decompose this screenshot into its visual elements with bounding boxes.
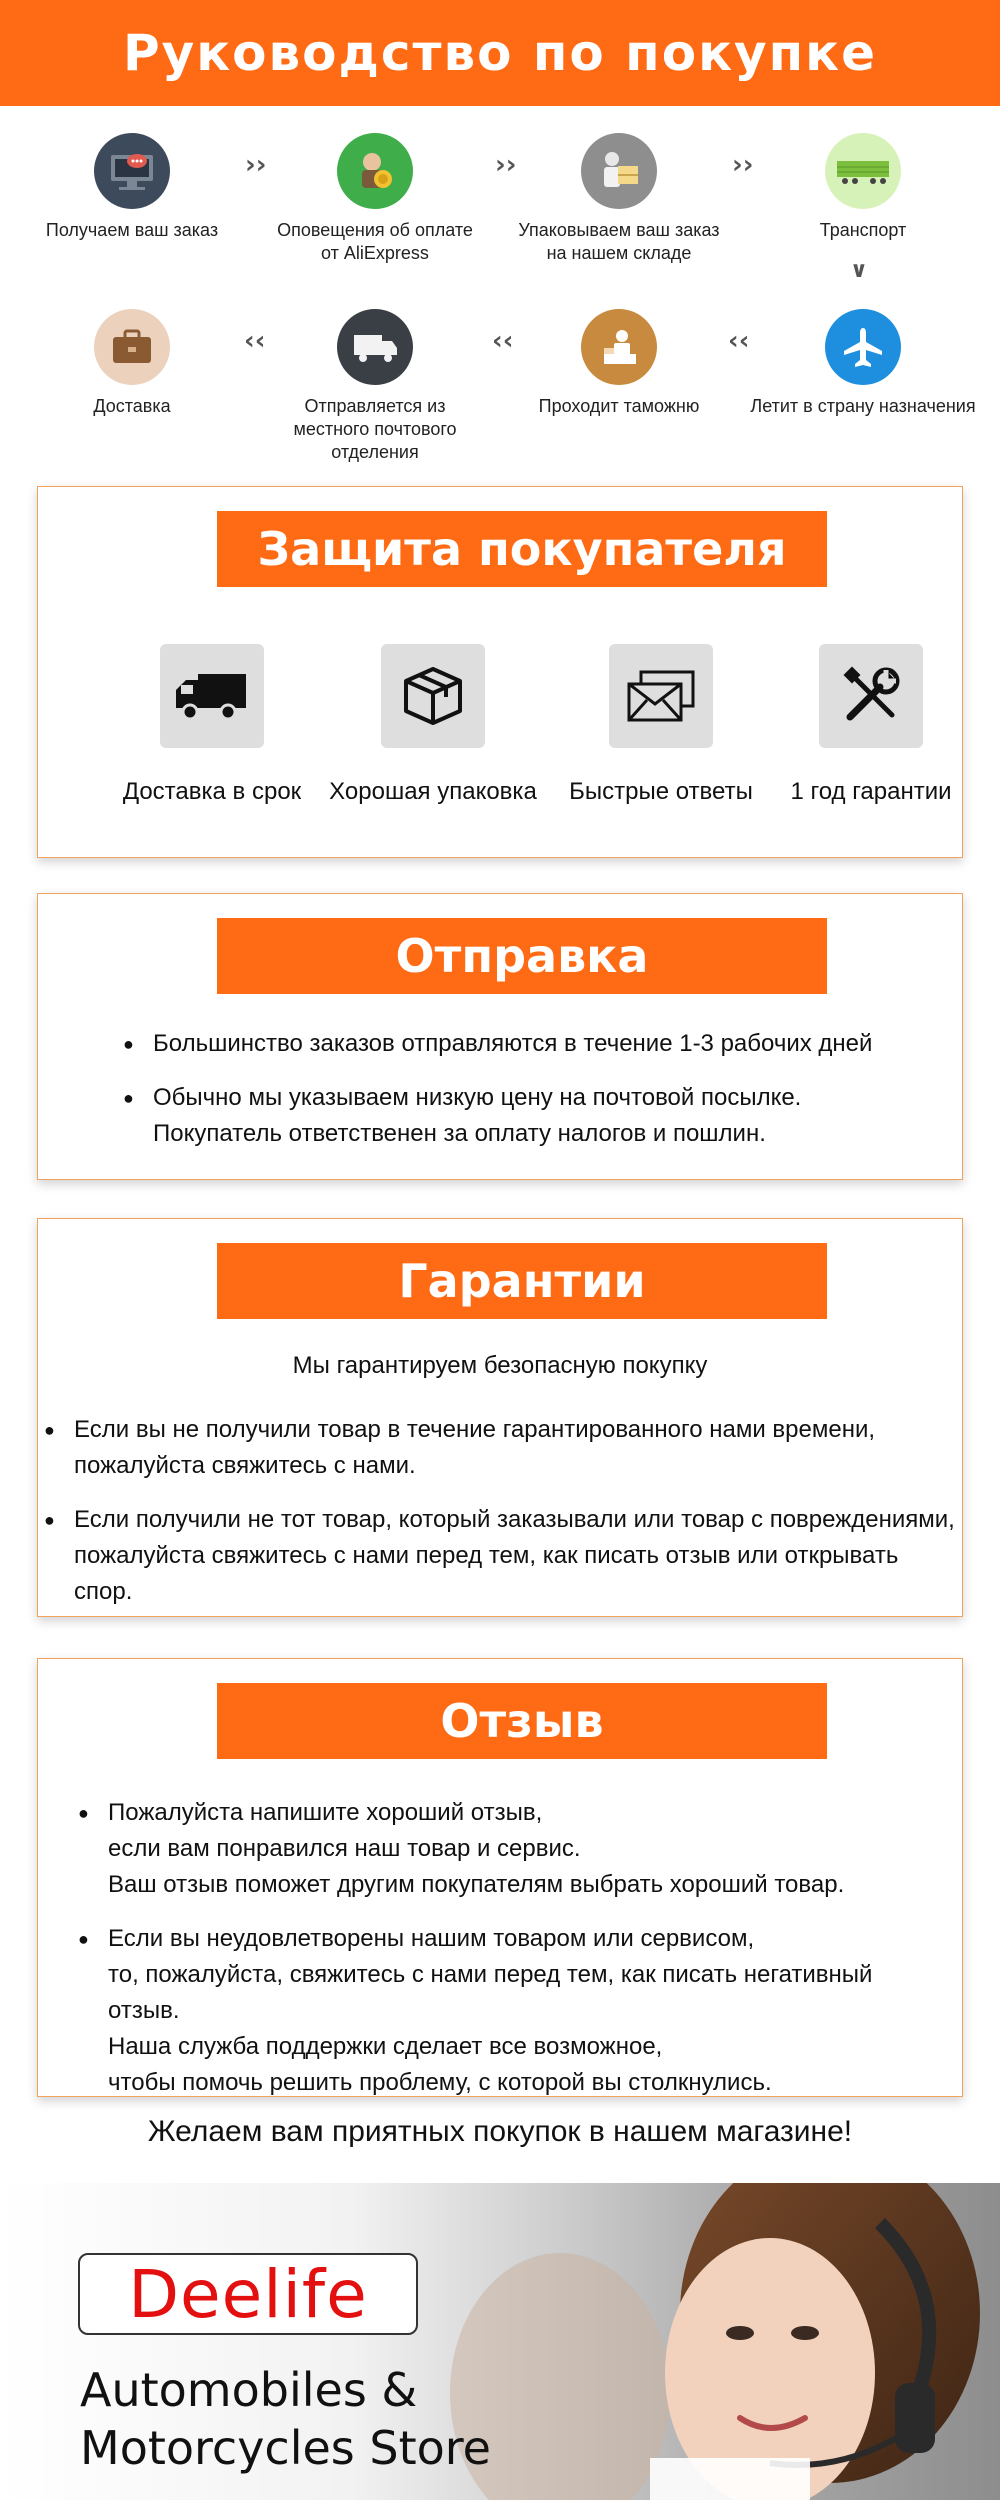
list-item: [44, 1502, 956, 1610]
step-packing: [494, 133, 744, 265]
guarantee-intro: Мы гарантируем безопасную покупку: [292, 1352, 708, 1379]
truck-icon: [160, 644, 264, 748]
feature-label: 1 год гарантии: [790, 778, 952, 805]
warehouse-packing-icon: [581, 133, 657, 209]
list-item-line: ● Если вы неудовлетворены нашим товаром или сервисом,: [108, 1925, 755, 1952]
list-item-line: то, пожалуйста, свяжитесь с нами перед тем, как писать негативный отзыв.: [108, 1961, 873, 2024]
chevron-left-icon: ‹‹: [244, 326, 266, 356]
closing-message: Желаем вам приятных покупок в нашем магазине!: [147, 2115, 853, 2148]
section-title: Отзыв: [217, 1683, 827, 1759]
list-item-line: пожалуйста свяжитесь с нами перед тем, как писать отзыв или открывать спор.: [74, 1542, 899, 1605]
briefcase-icon: [94, 309, 170, 385]
list-item-line: ● Если получили не тот товар, который заказывали или товар с повреждениями,: [74, 1506, 955, 1533]
freight-train-icon: [825, 133, 901, 209]
feature-fast-replies: [551, 644, 771, 806]
step-receive-order: [7, 133, 257, 242]
computer-chat-icon: [94, 133, 170, 209]
step-label-line: Оповещения об оплате: [277, 220, 473, 240]
step-label: Доставка: [93, 396, 171, 416]
step-label-line: от AliExpress: [321, 243, 429, 263]
support-agent-illustration: [440, 2183, 1000, 2500]
guarantee-list: [44, 1412, 956, 1610]
feature-label: Быстрые ответы: [569, 778, 753, 805]
list-item-line: чтобы помочь решить проблему, с которой вы столкнулись.: [108, 2069, 772, 2096]
step-label-line: на нашем складе: [546, 243, 692, 263]
list-item: [44, 1412, 956, 1484]
chevron-right-icon: ››: [495, 150, 517, 180]
list-item-line: Ваш отзыв поможет другим покупателям выбрать хороший товар.: [108, 1871, 845, 1898]
buyer-protection-section: [37, 486, 963, 858]
logo-text: Deelife: [128, 2255, 368, 2333]
shipping-section: [37, 893, 963, 1180]
step-label: Летит в страну назначения: [750, 396, 976, 416]
store-banner: [0, 2183, 1000, 2500]
feedback-section: [37, 1658, 963, 2097]
delivery-truck-icon: [337, 309, 413, 385]
list-item-line: ● Пожалуйста напишите хороший отзыв,: [108, 1799, 543, 1826]
step-label: Транспорт: [819, 220, 907, 240]
shipping-list: [123, 1026, 923, 1152]
list-item: [123, 1080, 923, 1152]
section-title: Отправка: [217, 918, 827, 994]
list-item-line: ● Обычно мы указываем низкую цену на почтовой посылке.: [153, 1084, 802, 1111]
chevron-right-icon: ››: [732, 150, 754, 180]
feature-on-time-delivery: [102, 644, 322, 806]
feature-label: Доставка в срок: [122, 778, 302, 805]
feedback-list: [78, 1795, 948, 2101]
step-label: Проходит таможню: [538, 396, 700, 416]
list-item-line: Покупатель ответственен за оплату налогов и пошлин.: [153, 1120, 766, 1147]
chevron-left-icon: ‹‹: [728, 326, 750, 356]
step-flight: [738, 309, 988, 418]
step-payment-notice: [250, 133, 500, 265]
store-name-line: Automobiles &: [80, 2363, 418, 2417]
tools-icon: [819, 644, 923, 748]
guarantee-section: [37, 1218, 963, 1617]
step-delivery: [7, 309, 257, 418]
envelope-icon: [609, 644, 713, 748]
list-item: [78, 1921, 948, 2101]
page-title: Руководство по покупке: [122, 24, 878, 82]
step-label-line: Отправляется из: [304, 396, 446, 416]
step-label: Получаем ваш заказ: [45, 220, 219, 240]
store-logo: [78, 2253, 418, 2335]
step-transport: [738, 133, 988, 242]
list-item-line: Наша служба поддержки сделает все возможное,: [108, 2033, 663, 2060]
step-local-post: [250, 309, 500, 464]
chevron-left-icon: ‹‹: [492, 326, 514, 356]
list-item-line: пожалуйста свяжитесь с нами.: [74, 1452, 416, 1479]
chevron-right-icon: ››: [245, 150, 267, 180]
list-item: [78, 1795, 948, 1903]
step-customs: [494, 309, 744, 418]
list-item-line: ● Если вы не получили товар в течение гарантированного нами времени,: [74, 1416, 876, 1443]
customs-officer-icon: [581, 309, 657, 385]
list-item-line: если вам понравился наш товар и сервис.: [108, 1835, 581, 1862]
chevron-down-icon: ∨: [850, 258, 868, 283]
feature-label: Хорошая упаковка: [329, 778, 537, 805]
list-item-line: ● Большинство заказов отправляются в течение 1-3 рабочих дней: [153, 1030, 873, 1057]
feature-good-packaging: [323, 644, 543, 806]
page-header: [0, 0, 1000, 106]
section-title: Гарантии: [217, 1243, 827, 1319]
feature-warranty: [761, 644, 981, 806]
list-item: [123, 1026, 923, 1062]
airplane-icon: [825, 309, 901, 385]
store-name-line: Motorcycles Store: [80, 2421, 491, 2475]
section-title: Защита покупателя: [217, 511, 827, 587]
step-label-line: Упаковываем ваш заказ: [518, 220, 720, 240]
step-label-line: местного почтового отделения: [293, 419, 457, 462]
box-icon: [381, 644, 485, 748]
payment-notice-icon: [337, 133, 413, 209]
